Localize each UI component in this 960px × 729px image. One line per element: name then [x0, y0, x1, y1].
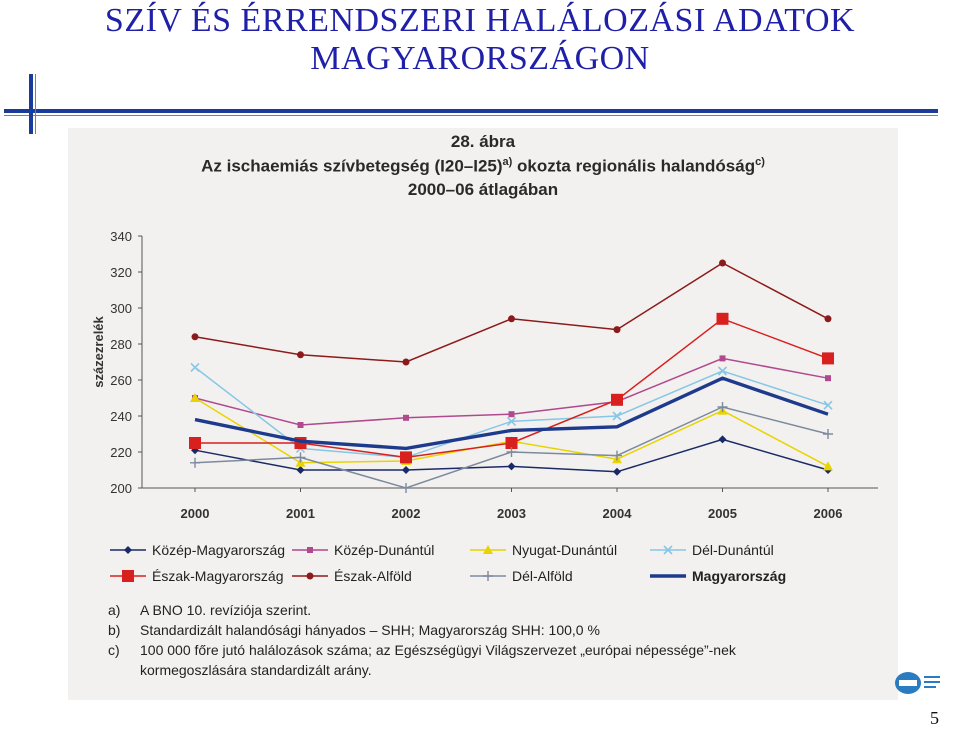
- data-point: [297, 351, 304, 358]
- data-point: [823, 461, 833, 470]
- data-point: [190, 393, 200, 402]
- legend-label: Közép-Magyarország: [152, 542, 286, 558]
- data-point: [401, 483, 411, 493]
- figure-title-sup-a: a): [502, 156, 513, 168]
- data-point: [297, 466, 305, 474]
- legend-item: [468, 568, 573, 584]
- legend-label: Nyugat-Dunántúl: [512, 542, 618, 558]
- figure-title-sup-c: c): [755, 156, 765, 168]
- legend-marker: [307, 547, 313, 553]
- x-tick-label: 2004: [602, 506, 632, 521]
- legend-label: Észak-Magyarország: [152, 568, 284, 584]
- footnote-row: [108, 600, 736, 620]
- legend-swatch: [108, 569, 148, 583]
- y-tick-label: 300: [110, 301, 132, 316]
- data-point: [191, 363, 199, 371]
- legend-swatch: [648, 569, 688, 583]
- legend-label: Közép-Dunántúl: [334, 542, 435, 558]
- data-point: [719, 435, 727, 443]
- x-tick-label: 2006: [813, 506, 843, 521]
- data-point: [823, 429, 833, 439]
- data-point: [400, 451, 412, 463]
- legend-marker: [124, 546, 132, 554]
- data-point: [402, 466, 410, 474]
- legend-label: Dél-Dunántúl: [692, 542, 774, 558]
- data-point: [719, 260, 726, 267]
- data-point: [298, 422, 304, 428]
- x-tick-label: 2000: [180, 506, 210, 521]
- footnote-key: [108, 660, 140, 680]
- y-tick-label: 320: [110, 265, 132, 280]
- y-tick-label: 340: [110, 229, 132, 244]
- x-tick-label: 2002: [391, 506, 421, 521]
- legend-swatch: [290, 569, 330, 583]
- legend-swatch: [648, 543, 688, 557]
- legend-item: [468, 542, 617, 558]
- legend-label: Magyarország: [692, 568, 787, 584]
- legend-item: [108, 568, 284, 584]
- data-point: [508, 315, 515, 322]
- slide-title: [0, 2, 960, 78]
- data-point: [720, 355, 726, 361]
- data-point: [190, 458, 200, 468]
- data-point: [403, 415, 409, 421]
- legend-marker: [483, 571, 493, 581]
- data-point: [189, 437, 201, 449]
- figure-title-mid: okozta regionális halandóság: [512, 156, 756, 176]
- series-line: [195, 263, 828, 362]
- legend-marker: [307, 573, 314, 580]
- data-point: [717, 313, 729, 325]
- legend-marker: [122, 570, 134, 582]
- y-tick-label: 220: [110, 445, 132, 460]
- figure-footnotes: [108, 600, 736, 680]
- figure-title-line2: 2000–06 átlagában: [407, 180, 559, 199]
- legend-swatch: [290, 543, 330, 557]
- legend-swatch: [108, 543, 148, 557]
- legend-item: [648, 568, 786, 584]
- data-point: [611, 394, 623, 406]
- figure-number: 28. ábra: [450, 132, 516, 151]
- footnote-row: [108, 660, 736, 680]
- data-point: [192, 333, 199, 340]
- legend-swatch: [468, 543, 508, 557]
- figure-title-main: Az ischaemiás szívbetegség (I20–I25): [201, 156, 503, 176]
- y-tick-label: 240: [110, 409, 132, 424]
- footnote-key: a): [108, 602, 121, 618]
- data-point: [718, 402, 728, 412]
- legend-item: [290, 568, 412, 584]
- line-chart: [68, 128, 898, 538]
- footnote-key: b): [108, 622, 121, 638]
- chart-figure: [68, 128, 898, 700]
- y-axis-label: százezrelék: [91, 316, 106, 388]
- legend-item: [108, 542, 285, 558]
- page-number: 5: [930, 708, 939, 728]
- y-tick-label: 280: [110, 337, 132, 352]
- data-point: [719, 367, 727, 375]
- legend-swatch: [468, 569, 508, 583]
- data-point: [508, 462, 516, 470]
- y-tick-label: 200: [110, 481, 132, 496]
- data-point: [403, 359, 410, 366]
- data-point: [825, 315, 832, 322]
- footnote-text: A BNO 10. revíziója szerint.: [140, 602, 312, 618]
- data-point: [509, 411, 515, 417]
- x-tick-label: 2003: [497, 506, 526, 521]
- footnote-row: [108, 620, 736, 640]
- series-4: [189, 313, 834, 464]
- series-5: [192, 260, 832, 366]
- footnote-key: c): [108, 642, 120, 658]
- footnote-text: 100 000 főre jutó halálozások száma; az Egészségügyi Világszervezet „európai népessége”-nek: [140, 642, 736, 658]
- title-rule-horizontal-thin: [4, 115, 938, 116]
- data-point: [614, 326, 621, 333]
- slide-title-line1: SZÍV ÉS ÉRRENDSZERI HALÁLOZÁSI ADATOK: [104, 2, 856, 39]
- legend-item: [648, 542, 774, 558]
- title-rule-vertical: [29, 74, 33, 134]
- title-rule-horizontal: [4, 109, 938, 113]
- legend-item: [290, 542, 434, 558]
- x-tick-label: 2005: [708, 506, 737, 521]
- slide-title-line2: MAGYARORSZÁGON: [310, 40, 650, 77]
- footnote-text: kormegoszlására standardizált arány.: [140, 662, 372, 678]
- data-point: [613, 468, 621, 476]
- legend-label: Észak-Alföld: [334, 568, 412, 584]
- ksh-logo-icon: [893, 668, 943, 698]
- data-point: [822, 352, 834, 364]
- legend-label: Dél-Alföld: [512, 568, 573, 584]
- x-tick-label: 2001: [286, 506, 315, 521]
- data-point: [825, 375, 831, 381]
- title-rule-vertical-thin: [35, 74, 36, 134]
- data-point: [824, 401, 832, 409]
- footnote-row: [108, 640, 736, 660]
- footnote-text: Standardizált halandósági hányados – SHH; Magyarország SHH: 100,0 %: [140, 622, 600, 638]
- y-tick-label: 260: [110, 373, 132, 388]
